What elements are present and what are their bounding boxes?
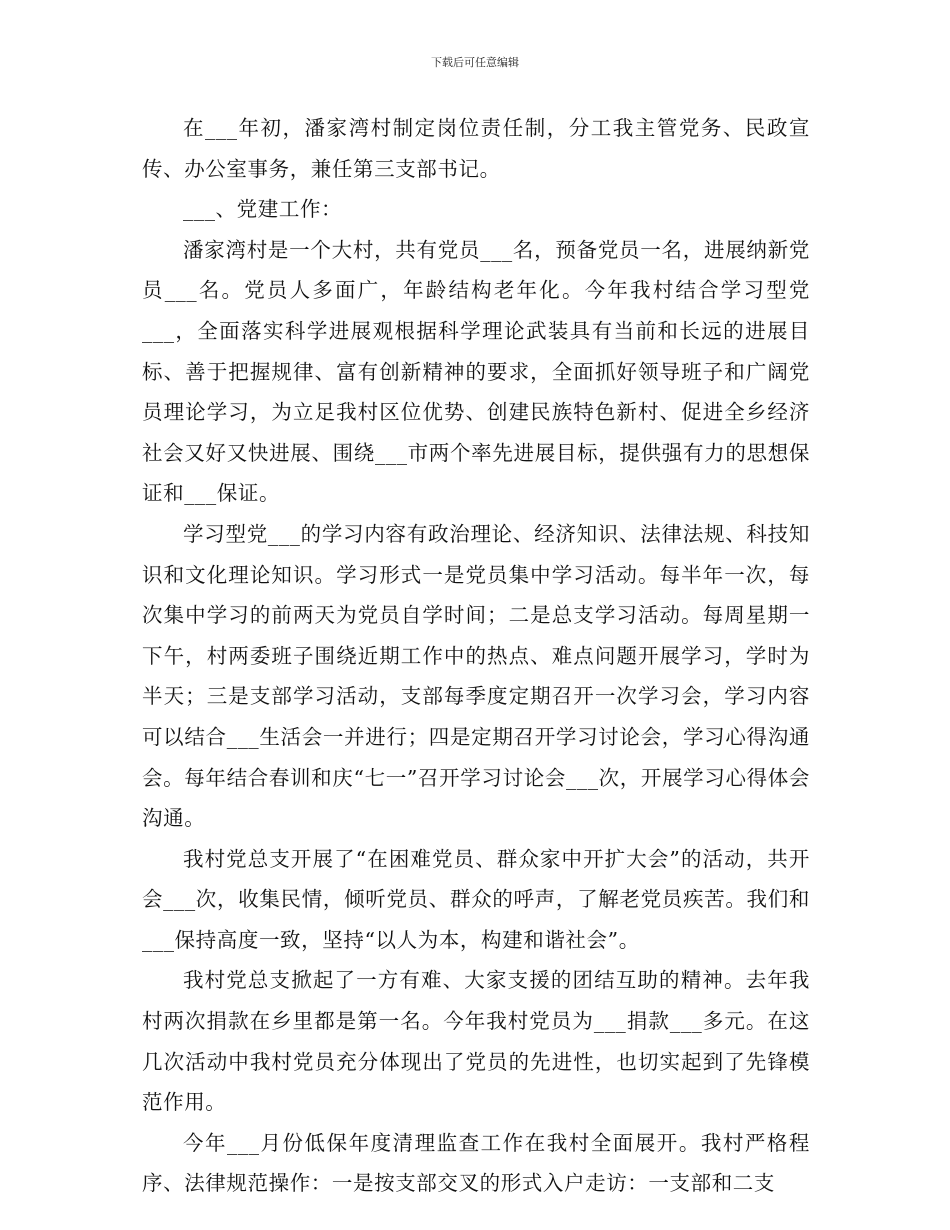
- section-heading-party-building: ___、党建工作：: [183, 197, 343, 222]
- paragraph-3: 学习型党___的学习内容有政治理论、经济知识、法律法规、科技知识和文化理论知识。学习形式一是党员集中学习活动。每半年一次，每次集中学习的前两天为党员自学时间；二是总支学习活动。每周星期一下午，村两委班子围绕近期工作中的热点、难点问题开展学习，学时为半天；三是支部学习活动，支部每季度定期召开一次学习会，学习内容可以结合___生活会一并进行；四是定期召开学习讨论会，学习心得沟通会。每年结合春训和庆“七一”召开学习讨论会___次，开展学习心得体会沟通。: [142, 521, 810, 831]
- paragraph-2: 潘家湾村是一个大村，共有党员___名，预备党员一名，进展纳新党员___名。党员人多面广，年龄结构老年化。今年我村结合学习型党___，全面落实科学进展观根据科学理论武装具有当前和长远的进展目标、善于把握规律、富有创新精神的要求，全面抓好领导班子和广阔党员理论学习，为立足我村区位优势、创建民族特色新村、促进全乡经济社会又好又快进展、围绕___市两个率先进展目标，提供强有力的思想保证和___保证。: [142, 237, 810, 506]
- paragraph-6: 今年___月份低保年度清理监查工作在我村全面展开。我村严格程序、法律规范操作：一是按支部交叉的形式入户走访：一支部和二支: [142, 1130, 810, 1196]
- paragraph-5: 我村党总支掀起了一方有难、大家支援的团结互助的精神。去年我村两次捐款在乡里都是第一名。今年我村党员为___捐款___多元。在这几次活动中我村党员充分体现出了党员的先进性，也切实起到了先锋模范作用。: [142, 968, 810, 1115]
- paragraph-1: 在___年初，潘家湾村制定岗位责任制，分工我主管党务、民政宣传、办公室事务，兼任第三支部书记。: [142, 116, 810, 181]
- page-header: 下载后可任意编辑: [431, 56, 519, 69]
- paragraph-4: 我村党总支开展了“在困难党员、群众家中开扩大会”的活动，共开会___次，收集民情，倾听党员、群众的呼声，了解老党员疾苦。我们和___保持高度一致，坚持“以人为本，构建和谐社会”。: [142, 846, 810, 952]
- document-body: [142, 108, 810, 1204]
